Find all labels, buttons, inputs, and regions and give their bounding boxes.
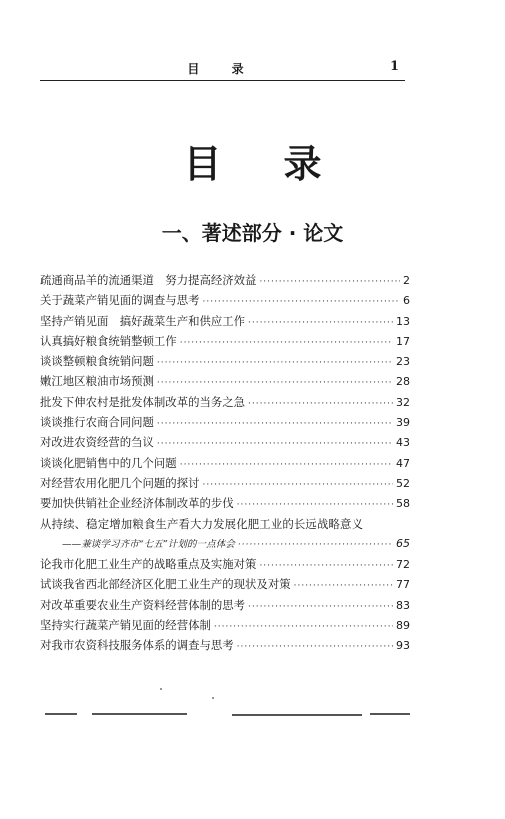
toc-entry[interactable] bbox=[40, 331, 410, 351]
toc-entry-page: 17 bbox=[396, 334, 410, 348]
toc-entry-title: 从持续、稳定增加粮食生产看大力发展化肥工业的长远战略意义 bbox=[40, 516, 364, 531]
toc-entry[interactable] bbox=[40, 514, 410, 534]
toc-leader bbox=[202, 475, 393, 495]
page-number: 1 bbox=[389, 59, 399, 74]
toc-entry-title: 对我市农资科技服务体系的调查与思考 bbox=[40, 638, 234, 653]
toc-entry-page: 52 bbox=[396, 476, 410, 490]
toc-entry-page: 28 bbox=[396, 375, 410, 389]
scan-speck bbox=[212, 697, 214, 699]
toc-entry-title: 批发下伸农村是批发体制改革的当务之急 bbox=[40, 394, 246, 409]
section-heading: 一、著述部分 · 论文 bbox=[161, 221, 344, 245]
toc-entry-page: 43 bbox=[396, 436, 410, 450]
toc-leader bbox=[238, 535, 393, 555]
toc-leader bbox=[214, 617, 393, 637]
toc-entry[interactable] bbox=[40, 311, 410, 331]
toc-entry[interactable] bbox=[40, 635, 410, 655]
toc-entry-title: 认真搞好粮食统销整顿工作 bbox=[40, 333, 177, 348]
toc-leader bbox=[248, 597, 393, 617]
toc-entry[interactable] bbox=[40, 473, 410, 493]
main-title: 目录 bbox=[183, 142, 384, 186]
toc-leader bbox=[259, 556, 393, 576]
toc-entry[interactable] bbox=[40, 290, 410, 310]
toc-entry-page: 47 bbox=[396, 456, 410, 470]
toc-entry-title: 试谈我省西北部经济区化肥工业生产的现状及对策 bbox=[40, 577, 291, 592]
toc-leader bbox=[157, 353, 393, 373]
running-title: 目 录 bbox=[187, 62, 258, 76]
footer-rule bbox=[370, 713, 410, 715]
toc-entry-title: 坚持实行蔬菜产销见面的经营体制 bbox=[40, 618, 211, 633]
toc-leader bbox=[157, 434, 393, 454]
toc-entry-title: 对改革重要农业生产资料经营体制的思考 bbox=[40, 597, 246, 612]
toc-entry-page: 58 bbox=[396, 497, 410, 511]
toc-leader bbox=[180, 455, 393, 475]
toc-entry-title: 谈谈整顿粮食统销问题 bbox=[40, 354, 154, 369]
toc-entry-page: 39 bbox=[396, 416, 410, 430]
toc-leader bbox=[259, 272, 400, 292]
toc-entry-page: 6 bbox=[403, 294, 410, 308]
toc-entry[interactable] bbox=[40, 371, 410, 391]
toc-entry[interactable] bbox=[40, 453, 410, 473]
toc-entry[interactable] bbox=[40, 574, 410, 594]
toc-entry[interactable] bbox=[40, 615, 410, 635]
running-header bbox=[40, 58, 405, 81]
footer-rule bbox=[92, 713, 187, 715]
toc-entry[interactable] bbox=[40, 493, 410, 513]
toc-entry-page: 89 bbox=[396, 619, 410, 633]
toc-entry-title: 对经营农用化肥几个问题的探讨 bbox=[40, 475, 200, 490]
toc-entry-page: 83 bbox=[396, 598, 410, 612]
toc-entry-page: 2 bbox=[403, 274, 410, 287]
toc-leader bbox=[157, 414, 393, 434]
footer-rule bbox=[232, 714, 362, 716]
toc-entry-page: 13 bbox=[396, 314, 410, 328]
toc-entry-title: 谈谈推行农商合同问题 bbox=[40, 415, 154, 430]
toc-entry-title: 要加快供销社企业经济体制改革的步伐 bbox=[40, 496, 234, 511]
toc-entry[interactable] bbox=[40, 432, 410, 452]
toc-leader bbox=[180, 333, 393, 353]
footer-rule bbox=[45, 713, 77, 715]
table-of-contents bbox=[40, 270, 410, 656]
toc-leader bbox=[237, 637, 393, 657]
scan-speck bbox=[160, 688, 162, 690]
toc-entry-page: 77 bbox=[396, 578, 410, 592]
toc-entry-subtitle[interactable] bbox=[40, 534, 410, 554]
toc-entry-page: 65 bbox=[396, 536, 410, 550]
toc-entry-title: 论我市化肥工业生产的战略重点及实施对策 bbox=[40, 557, 257, 572]
toc-entry[interactable] bbox=[40, 595, 410, 615]
toc-entry-title: ——兼谈学习齐市“七五”计划的一点体会 bbox=[62, 538, 235, 550]
toc-entry[interactable] bbox=[40, 412, 410, 432]
toc-leader bbox=[237, 495, 393, 515]
toc-entry-page: 93 bbox=[396, 639, 410, 653]
toc-entry-title: 坚持产销见面 搞好蔬菜生产和供应工作 bbox=[40, 313, 246, 328]
toc-entry-title: 嫩江地区粮油市场预测 bbox=[40, 374, 154, 389]
toc-entry-title: 谈谈化肥销售中的几个问题 bbox=[40, 455, 177, 470]
toc-entry-title: 对改进农资经营的刍议 bbox=[40, 435, 154, 450]
toc-leader bbox=[248, 313, 393, 333]
toc-entry-title: 疏通商品羊的流通渠道 努力提高经济效益 bbox=[40, 273, 257, 287]
toc-leader bbox=[157, 373, 393, 393]
toc-leader bbox=[294, 576, 393, 596]
toc-entry-page: 32 bbox=[396, 395, 410, 409]
toc-entry[interactable] bbox=[40, 351, 410, 371]
toc-entry-page: 23 bbox=[396, 355, 410, 369]
toc-entry-title: 关于蔬菜产销见面的调查与思考 bbox=[40, 293, 200, 308]
toc-entry-page: 72 bbox=[396, 558, 410, 572]
toc-entry[interactable] bbox=[40, 554, 410, 574]
toc-entry[interactable] bbox=[40, 270, 410, 290]
toc-leader bbox=[248, 394, 393, 414]
toc-leader bbox=[202, 292, 400, 312]
toc-entry[interactable] bbox=[40, 392, 410, 412]
